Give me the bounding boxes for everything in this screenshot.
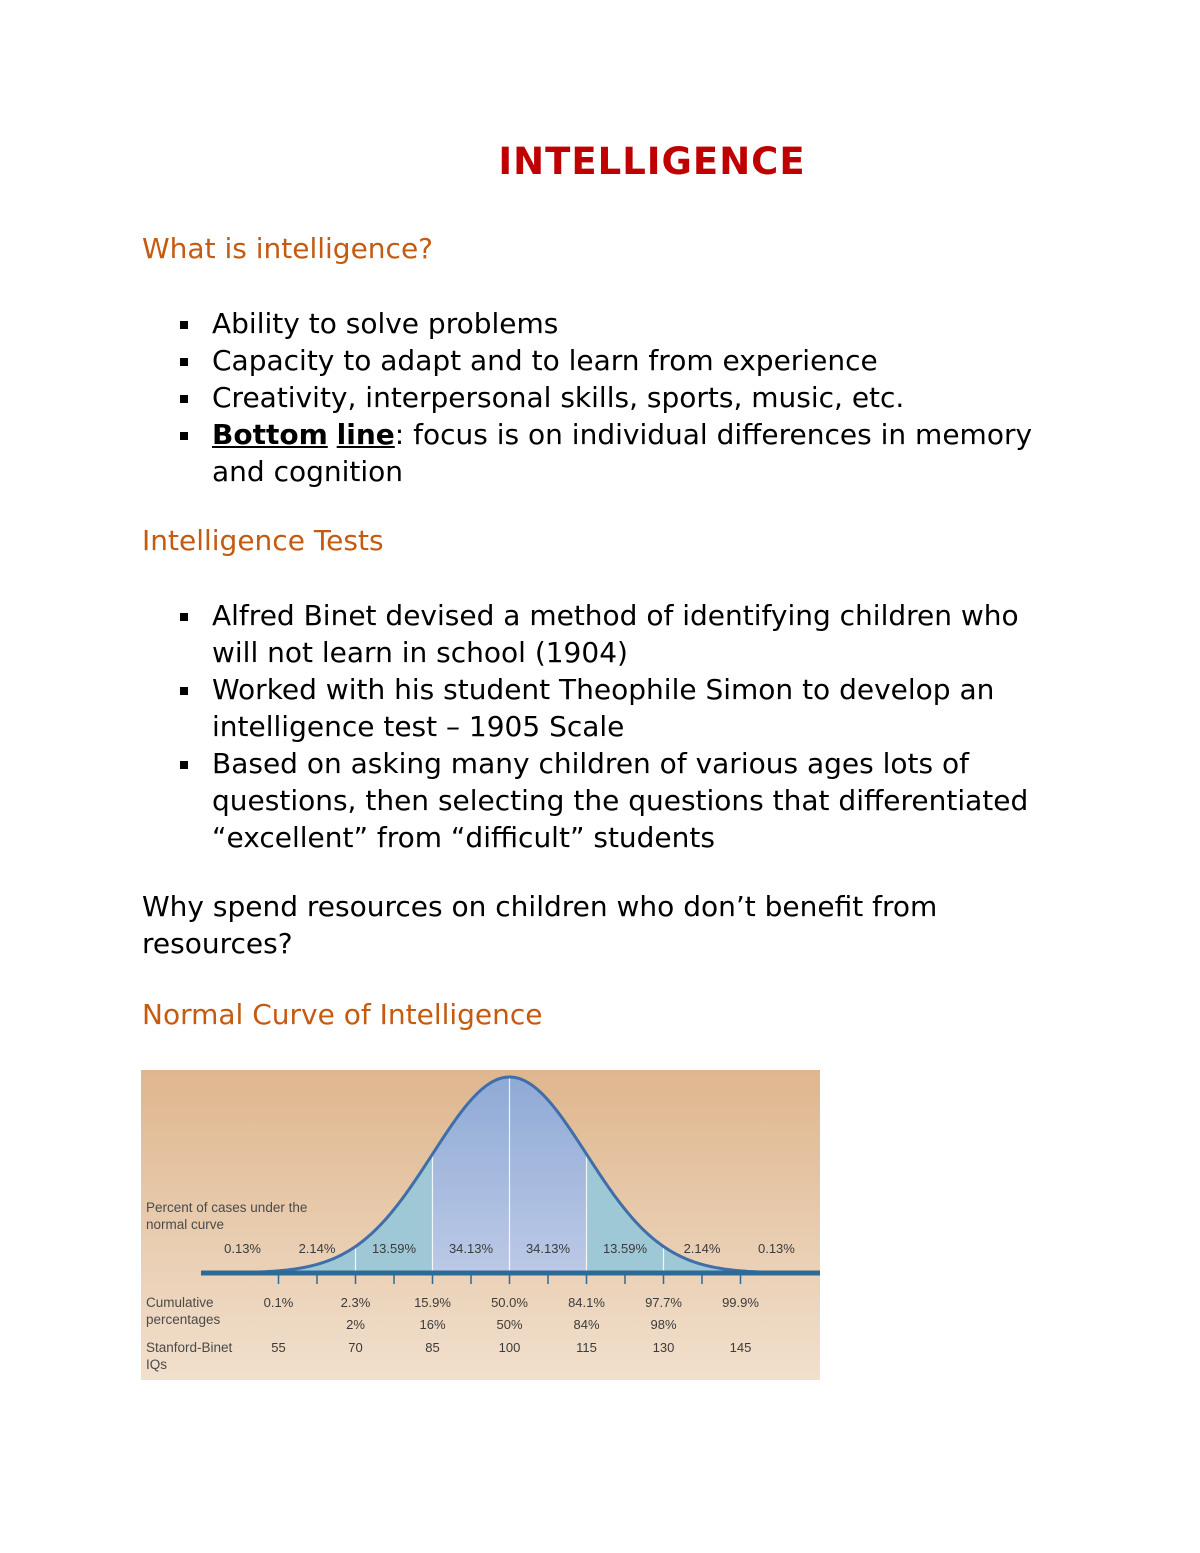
definition-list [212, 305, 1072, 490]
segment-percent-label: 34.13% [525, 1241, 571, 1256]
iq-tick-label: 115 [576, 1340, 597, 1355]
iq-tick-label: 70 [348, 1340, 363, 1355]
cumulative-percent-label: 97.7% [645, 1295, 682, 1310]
iq-label-line2: IQs [146, 1357, 168, 1372]
segment-percent-label: 13.59% [371, 1241, 417, 1256]
normal-curve-figure [141, 1070, 820, 1380]
list-item-text: Ability to solve problems [212, 307, 559, 340]
square-bullet-icon [180, 687, 188, 695]
rounded-percent-label: 50% [496, 1317, 523, 1332]
iq-tick-label: 130 [652, 1340, 675, 1355]
segment-percent-label: 34.13% [448, 1241, 494, 1256]
list-item [212, 342, 1072, 379]
square-bullet-icon [180, 395, 188, 403]
tests-list [212, 597, 1072, 856]
cumulative-label-line1: Cumulative [146, 1295, 214, 1310]
list-item-text: Based on asking many children of various ages lots of questions, then selecting the questions that differentiated “excellent” from “difficult” students [212, 747, 1029, 854]
cumulative-percent-label: 84.1% [568, 1295, 605, 1310]
question-paragraph: Why spend resources on children who don’t benefit from resources? [142, 890, 938, 960]
bottom-line-text: : focus is on individual differences in memory and cognition [212, 418, 1033, 488]
rounded-percent-label: 98% [650, 1317, 677, 1332]
square-bullet-icon [180, 358, 188, 366]
cumulative-percent-label: 50.0% [491, 1295, 528, 1310]
heading-normal-curve: Normal Curve of Intelligence [142, 998, 543, 1031]
iq-tick-label: 55 [271, 1340, 286, 1355]
list-item [212, 597, 1072, 671]
percent-label-line2: normal curve [146, 1217, 225, 1232]
cumulative-percent-label: 2.3% [340, 1295, 371, 1310]
list-item [212, 379, 1072, 416]
cumulative-percent-label: 0.1% [263, 1295, 294, 1310]
heading-what-is-intelligence: What is intelligence? [142, 232, 434, 265]
square-bullet-icon [180, 613, 188, 621]
heading-intelligence-tests: Intelligence Tests [142, 524, 384, 557]
normal-curve-chart [141, 1070, 820, 1380]
rounded-percent-label: 16% [419, 1317, 446, 1332]
page-title: INTELLIGENCE [498, 140, 806, 183]
cumulative-label-line2: percentages [146, 1312, 221, 1327]
list-item-text: Creativity, interpersonal skills, sports, music, etc. [212, 381, 905, 414]
iq-tick-label: 100 [498, 1340, 521, 1355]
rounded-percent-label: 84% [573, 1317, 600, 1332]
bottom-label: Bottom [212, 418, 328, 451]
square-bullet-icon [180, 761, 188, 769]
segment-percent-label: 2.14% [298, 1241, 336, 1256]
square-bullet-icon [180, 432, 188, 440]
list-item [212, 745, 1072, 856]
percent-label-line1: Percent of cases under the [146, 1200, 308, 1215]
square-bullet-icon [180, 321, 188, 329]
iq-label-line1: Stanford-Binet [146, 1340, 233, 1355]
segment-percent-label: 2.14% [683, 1241, 721, 1256]
cumulative-percent-label: 99.9% [722, 1295, 759, 1310]
list-item [212, 305, 1072, 342]
iq-tick-label: 85 [425, 1340, 440, 1355]
segment-percent-label: 0.13% [224, 1241, 262, 1256]
list-item-text: Alfred Binet devised a method of identifying children who will not learn in school (1904) [212, 599, 1019, 669]
list-item [212, 671, 1072, 745]
list-item-bottom-line [212, 416, 1072, 490]
cumulative-percent-label: 15.9% [414, 1295, 451, 1310]
list-item-text: Worked with his student Theophile Simon to develop an intelligence test – 1905 Scale [212, 673, 995, 743]
segment-percent-label: 13.59% [602, 1241, 648, 1256]
line-label: line [336, 418, 395, 451]
iq-tick-label: 145 [729, 1340, 752, 1355]
list-item-text: Capacity to adapt and to learn from experience [212, 344, 878, 377]
segment-percent-label: 0.13% [757, 1241, 795, 1256]
rounded-percent-label: 2% [346, 1317, 365, 1332]
